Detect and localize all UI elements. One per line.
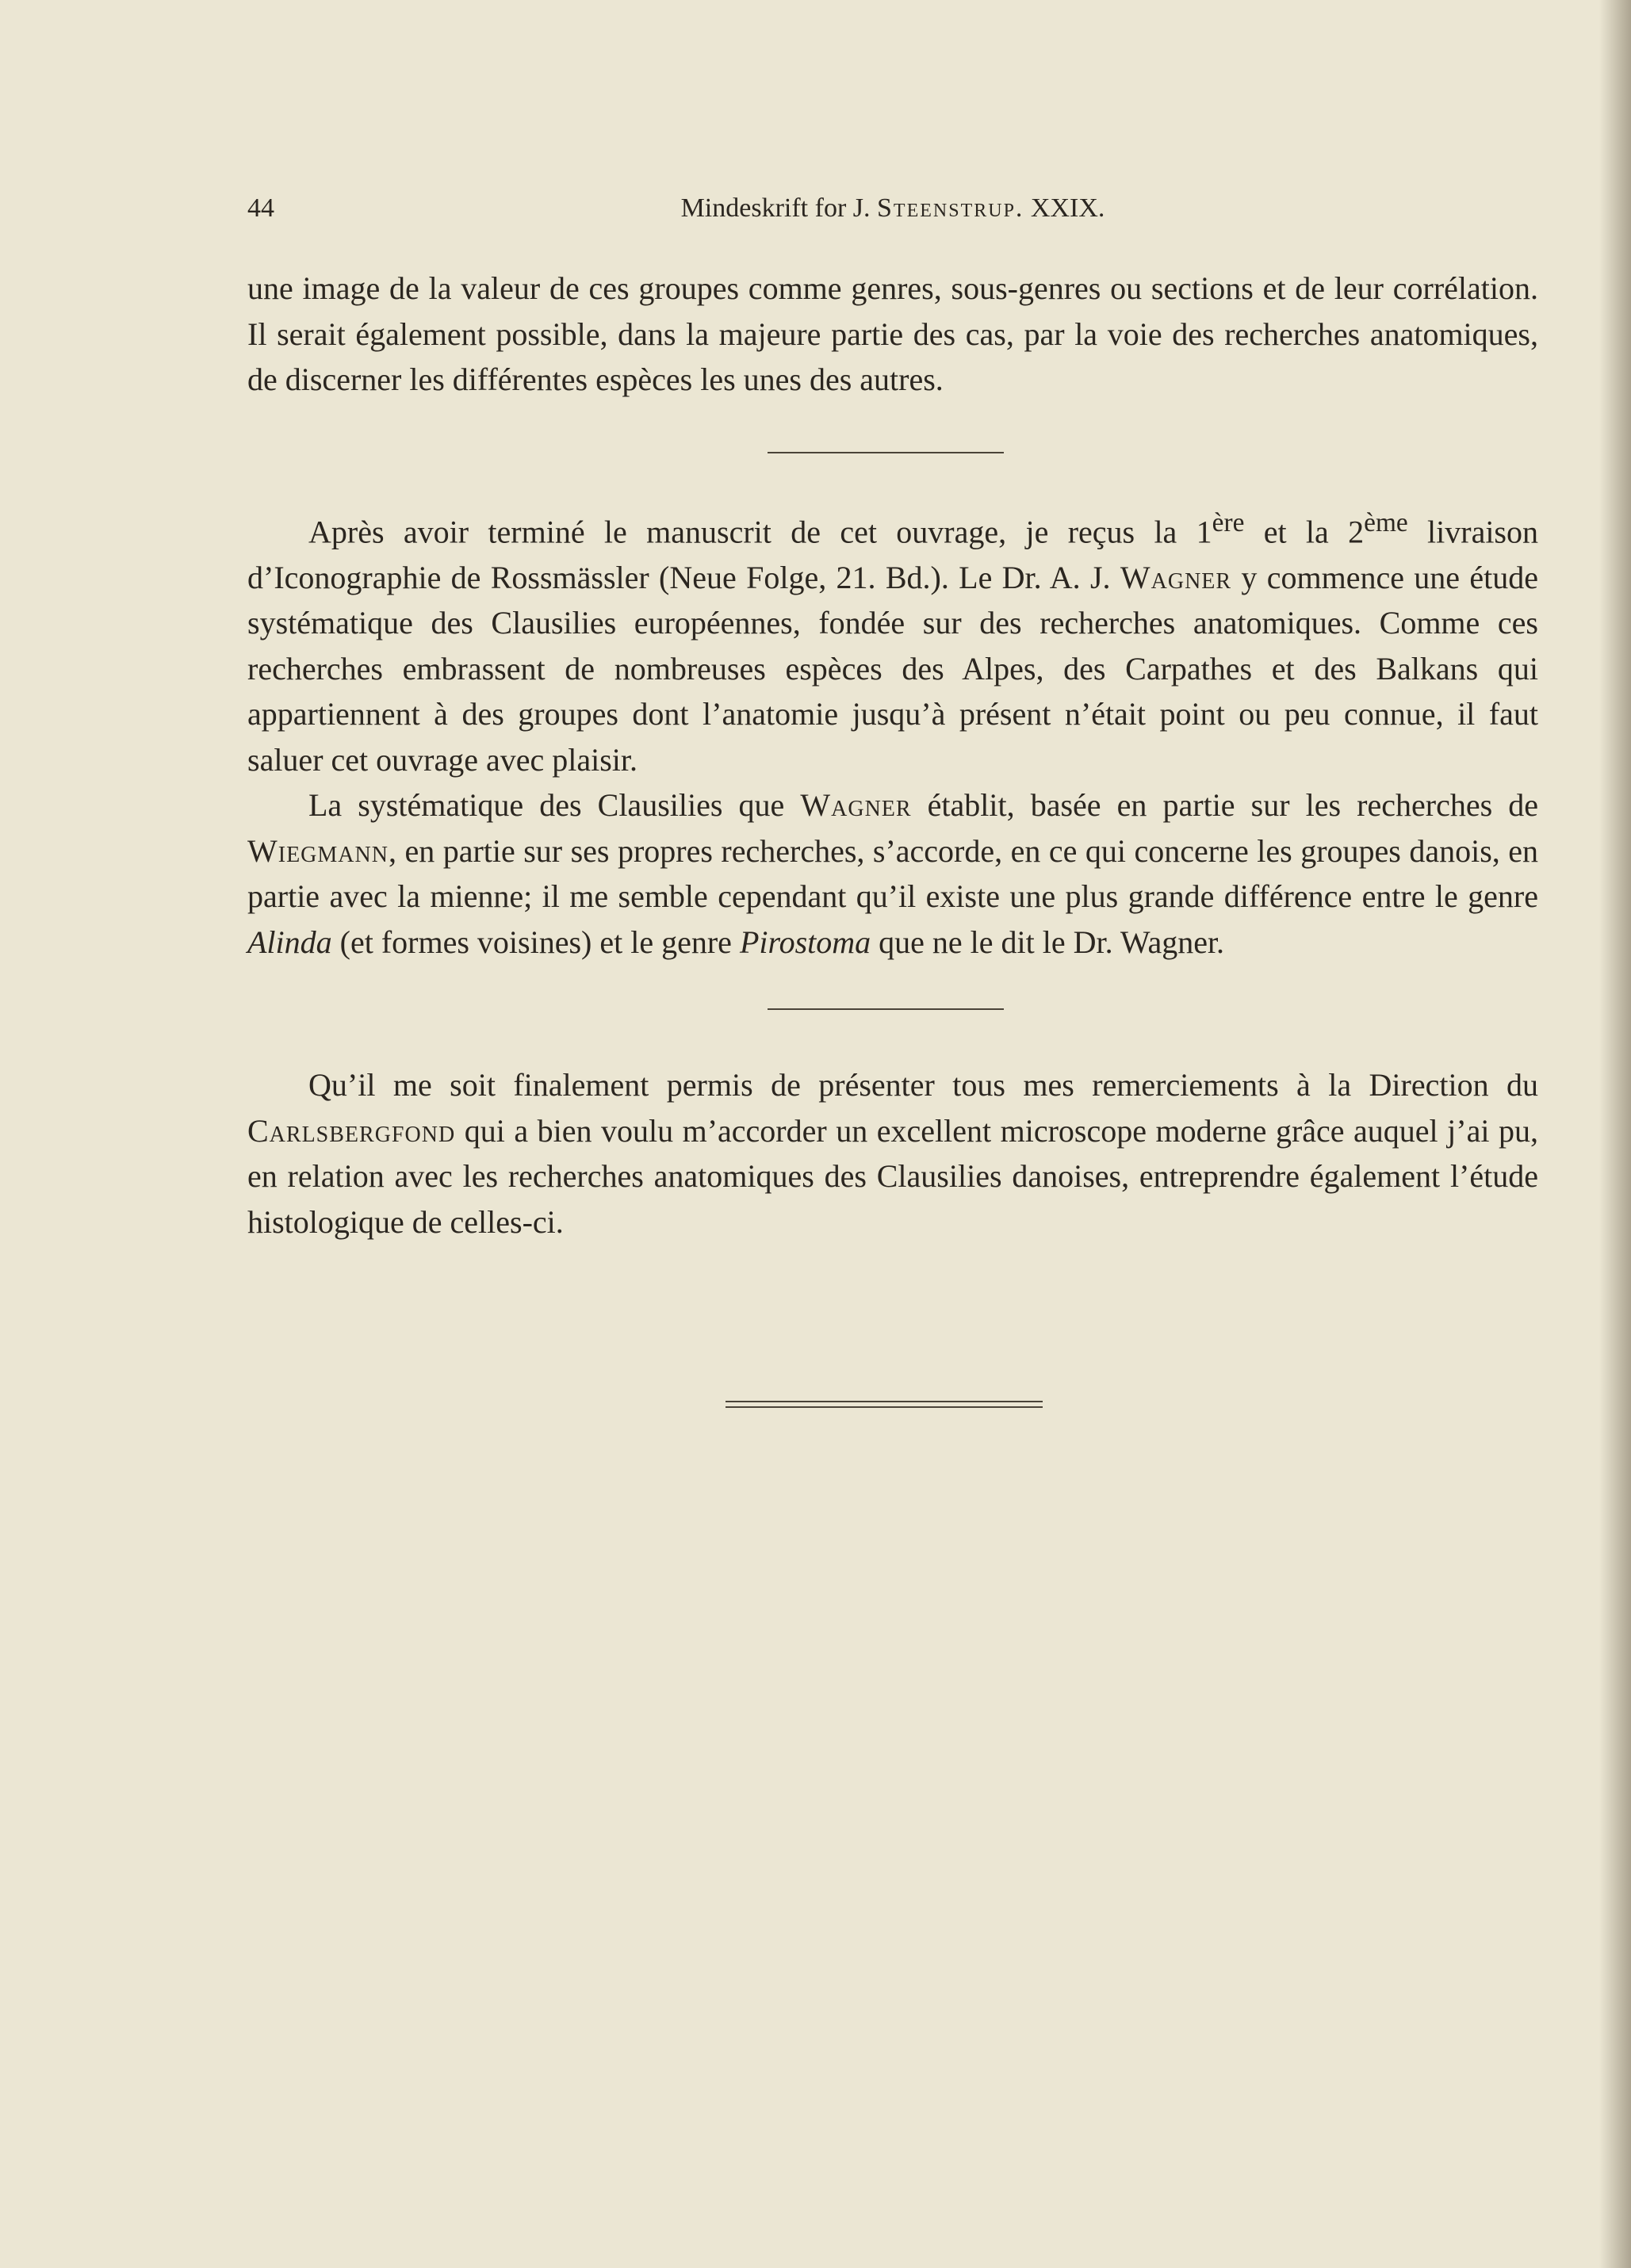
- paragraph-4: [247, 1062, 1538, 1245]
- genus-alinda: Alinda: [247, 924, 332, 960]
- paragraph-4-part-2: qui a bien voulu m’accorder un excellent microscope moderne grâce auquel j’ai pu, en relation avec les recherches anatomiques des Clausilies danoises, entreprendre également l’étude histologique de celles-ci.: [247, 1112, 1538, 1240]
- paragraph-1: [247, 266, 1538, 403]
- genus-pirostoma: Pirostoma: [739, 924, 871, 960]
- paragraph-2-part-3: livraison d’Iconographie de Rossmässler (Neue Folge, 21. Bd.). Le Dr. A. J.: [247, 514, 1539, 595]
- superscript-eme: ème: [1364, 508, 1408, 537]
- paragraph-3-text: [247, 782, 1538, 965]
- running-title: [247, 189, 1538, 228]
- paragraph-2: [247, 500, 1538, 965]
- paragraph-3-part-4: (et formes voisines) et le genre: [331, 924, 740, 960]
- paragraph-3-part-1: La systématique des Clausilies que: [308, 787, 801, 824]
- paragraph-3-part-3: , en partie sur ses propres recherches, s’accorde, en ce qui concerne les groupes danois, en partie avec la mienne; il me semble cependant qu’il existe une plus grande différence entre le genre: [247, 832, 1538, 915]
- paragraph-3-part-2: établit, basée en partie sur les recherches de: [911, 787, 1538, 824]
- author-name-wagner-2: Wagner: [800, 787, 912, 824]
- page-header: [247, 189, 1538, 228]
- author-name-wiegmann: Wiegmann: [247, 832, 389, 869]
- paragraph-4-part-1: Qu’il me soit finalement permis de présenter tous mes remerciements à la Direction du: [308, 1067, 1538, 1103]
- running-title-prefix: Mindeskrift for J.: [680, 193, 877, 223]
- page-edge-shadow: [1599, 0, 1631, 2268]
- end-double-rule: [726, 1401, 1043, 1408]
- running-title-name: Steenstrup.: [877, 193, 1024, 223]
- paragraph-2-text: [247, 500, 1538, 782]
- paragraph-2-part-4: y commence une étude systématique des Clausilies européennes, fondée sur des recherches anatomiques. Comme ces recherches embrassent de nombreuses espèces des Alpes, des Carpathes et des Balkans qui appartiennent à des groupes dont l’anatomie jusqu’à présent n’était point ou peu connue, il faut saluer cet ouvrage avec plaisir.: [247, 559, 1538, 778]
- paragraph-4-text: [247, 1062, 1538, 1245]
- page-number: 44: [247, 193, 274, 223]
- paragraph-3-part-5: que ne le dit le Dr. Wagner.: [871, 924, 1225, 960]
- superscript-ere: ère: [1212, 508, 1245, 537]
- foundation-name-carlsbergfond: Carlsbergfond: [247, 1112, 456, 1149]
- paragraph-2-part-1: Après avoir terminé le manuscrit de cet ouvrage, je reçus la 1: [308, 514, 1212, 550]
- section-divider-2: [768, 1008, 1004, 1010]
- author-name-wagner: Wagner: [1120, 559, 1232, 595]
- section-divider-1: [768, 452, 1004, 453]
- paragraph-2-part-2: et la 2: [1244, 514, 1365, 550]
- running-title-volume: XXIX.: [1024, 193, 1105, 223]
- paragraph-1-text: une image de la valeur de ces groupes comme genres, sous-genres ou sections et de leur corrélation. Il serait également possible, dans la majeure partie des cas, par la voie des recherches anatomiques, de discerner les différentes espèces les unes des autres.: [247, 270, 1538, 397]
